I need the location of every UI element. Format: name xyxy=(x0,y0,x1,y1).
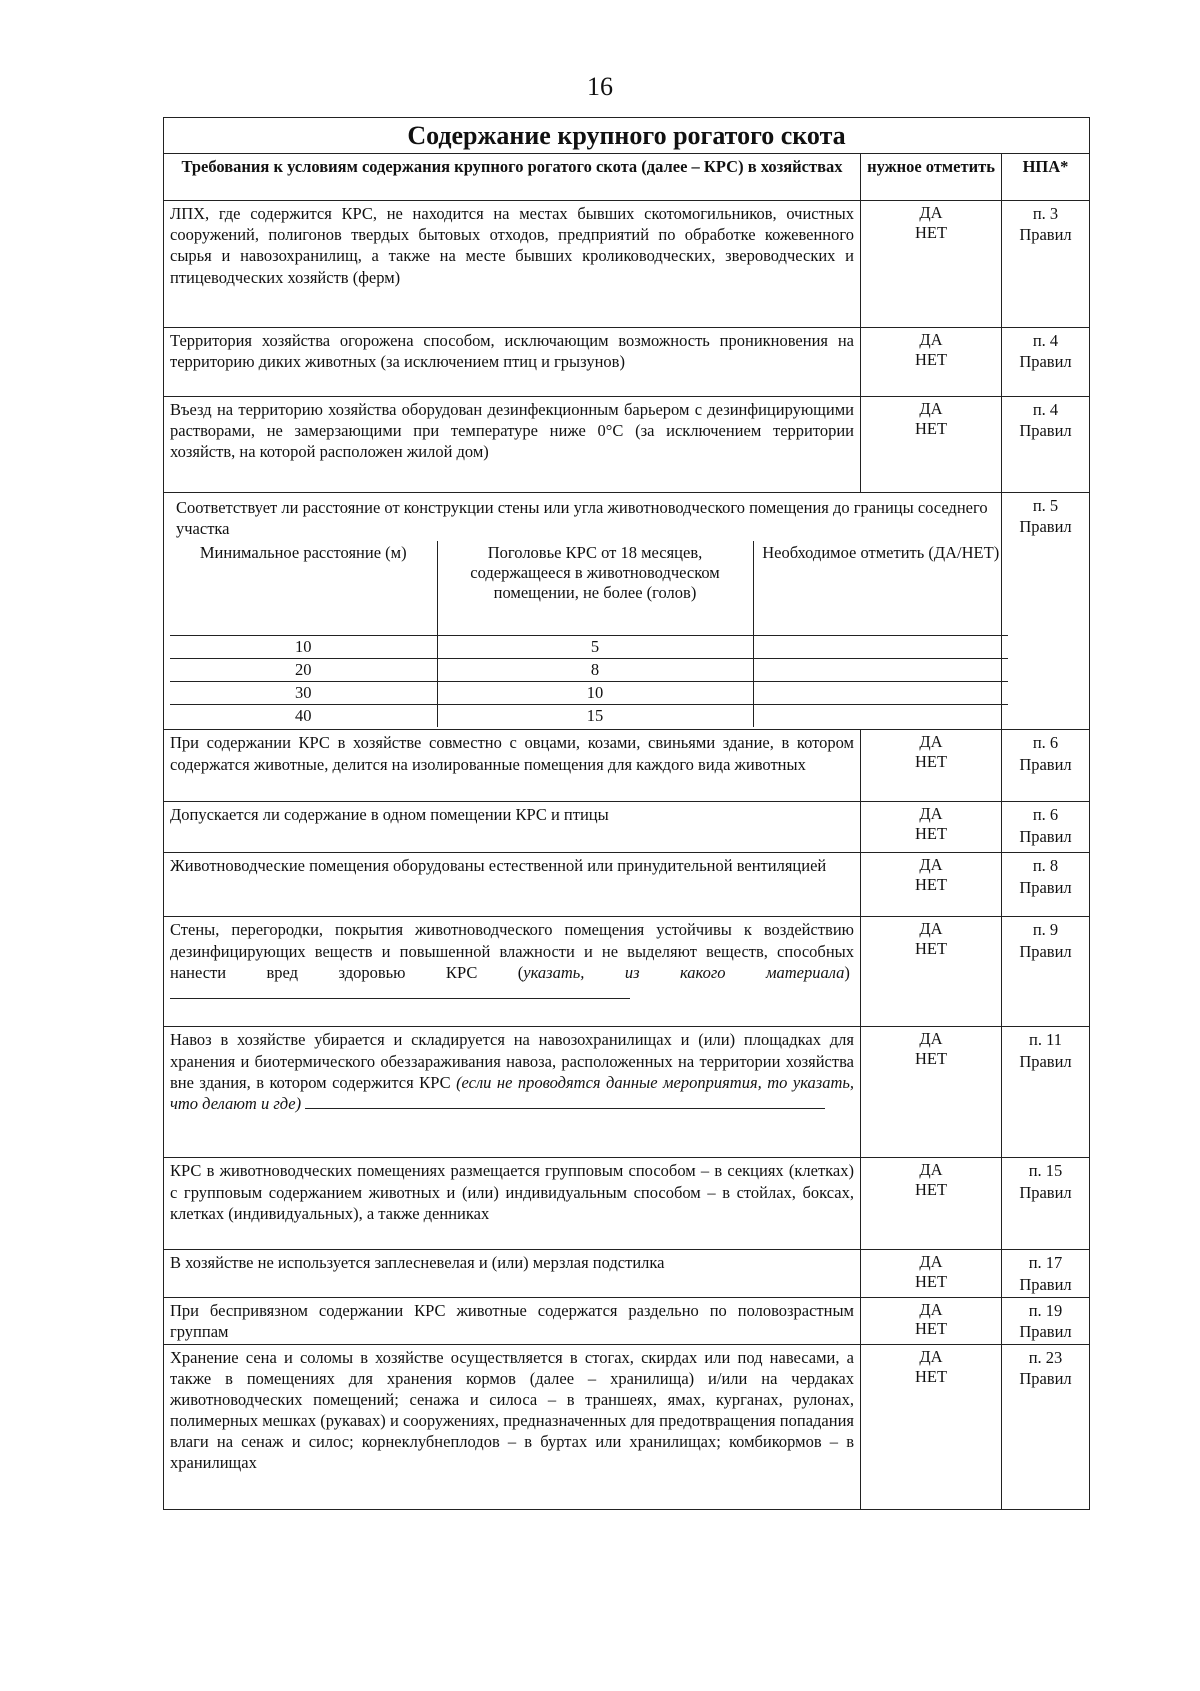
header-npa: НПА* xyxy=(1002,154,1090,201)
distance-mark-cell[interactable] xyxy=(753,704,1008,727)
distance-col-mark: Необходимое отметить (ДА/НЕТ) xyxy=(753,541,1008,635)
requirement-note: (если не проводятся данные мероприятия, то указать, что делают и где) xyxy=(170,1072,854,1113)
yes-no-mark[interactable] xyxy=(861,853,1002,917)
requirement-text: При беспривязном содержании КРС животные содержатся раздельно по половозрастным группам xyxy=(164,1297,861,1344)
npa-reference: п. 3 Правил xyxy=(1002,201,1090,328)
yes-no-mark[interactable] xyxy=(861,1297,1002,1344)
distance-value: 40 xyxy=(170,704,437,727)
no-option[interactable]: НЕТ xyxy=(914,418,948,438)
distance-table xyxy=(170,541,1008,727)
requirement-main-text: Стены, перегородки, покрытия животноводческого помещения устойчивы к воздействию дезинфицирующих веществ и повышенной влажности и не выделяют веществ, способных нанести вред здоровью КРС ( xyxy=(170,920,854,982)
heads-value: 5 xyxy=(437,635,753,658)
no-option[interactable]: НЕТ xyxy=(914,1366,948,1386)
yes-no-mark[interactable] xyxy=(861,1250,1002,1297)
distance-value: 20 xyxy=(170,658,437,681)
npa-reference: п. 15 Правил xyxy=(1002,1158,1090,1250)
yes-no-mark[interactable] xyxy=(861,201,1002,328)
no-option[interactable]: НЕТ xyxy=(914,752,948,772)
requirement-text: В хозяйстве не используется заплесневелая и (или) мерзлая подстилка xyxy=(164,1250,861,1297)
yes-no-mark[interactable] xyxy=(861,1027,1002,1158)
distance-value: 30 xyxy=(170,681,437,704)
requirement-text: Въезд на территорию хозяйства оборудован дезинфекционным барьером с дезинфицирующими растворами, не замерзающими при температуре ниже 0°С (за исключением территории хозяйств, на которой расположен жилой дом) xyxy=(164,397,861,493)
requirement-text: Территория хозяйства огорожена способом, исключающим возможность проникновения на территорию диких животных (за исключением птиц и грызунов) xyxy=(164,328,861,397)
table-row xyxy=(164,1158,1090,1250)
requirement-text: Животноводческие помещения оборудованы естественной или принудительной вентиляцией xyxy=(164,853,861,917)
requirement-text xyxy=(164,917,861,1027)
table-row xyxy=(164,917,1090,1027)
requirements-table xyxy=(163,117,1090,1510)
distance-question: Соответствует ли расстояние от конструкции стены или угла животноводческого помещения до границы соседнего участка xyxy=(176,498,988,539)
no-option[interactable]: НЕТ xyxy=(914,939,948,959)
yes-option[interactable]: ДА xyxy=(919,1160,943,1180)
yes-no-mark[interactable] xyxy=(861,397,1002,493)
npa-reference: п. 5 Правил xyxy=(1002,493,1090,730)
distance-col-min: Минимальное расстояние (м) xyxy=(170,541,437,635)
fill-in-line[interactable] xyxy=(170,997,630,999)
no-option[interactable]: НЕТ xyxy=(914,1049,948,1069)
yes-option[interactable]: ДА xyxy=(919,804,943,824)
requirement-text: ЛПХ, где содержится КРС, не находится на местах бывших скотомогильников, очистных сооружений, полигонов твердых бытовых отходов, предприятий по обработке кожевенного сырья и навозохранилищ, а также на месте бывших кролиководческих, звероводческих и птицеводческих хозяйств (ферм) xyxy=(164,201,861,328)
requirement-text: При содержании КРС в хозяйстве совместно с овцами, козами, свиньями здание, в котором содержатся животные, делится на изолированные помещения для каждого вида животных xyxy=(164,730,861,802)
requirement-text: Хранение сена и соломы в хозяйстве осуществляется в стогах, скирдах или под навесами, а также в помещениях для хранения кормов (далее – хранилища) и/или на чердаках животноводческих помещений; сенажа и силоса – в траншеях, ямах, курганах, рулонах, полимерных мешках (рукавах) и сооружениях, предназначенных для предотвращения попадания влаги на сенаж и силос; корнеклубнеплодов – в буртах или хранилищах; комбикормов – в хранилищах xyxy=(164,1344,861,1509)
yes-option[interactable]: ДА xyxy=(919,732,943,752)
yes-no-mark[interactable] xyxy=(861,730,1002,802)
table-row xyxy=(164,853,1090,917)
npa-reference: п. 6 Правил xyxy=(1002,730,1090,802)
no-option[interactable]: НЕТ xyxy=(914,875,948,895)
distance-data-row xyxy=(170,704,1008,727)
distance-header-row xyxy=(170,541,1008,635)
header-mark: нужное отметить xyxy=(861,154,1002,201)
distance-block xyxy=(164,493,1002,730)
header-requirement: Требования к условиям содержания крупного рогатого скота (далее – КРС) в хозяйствах xyxy=(164,154,861,201)
yes-option[interactable]: ДА xyxy=(919,919,943,939)
table-row xyxy=(164,201,1090,328)
yes-option[interactable]: ДА xyxy=(919,1029,943,1049)
yes-option[interactable]: ДА xyxy=(919,399,943,419)
npa-reference: п. 23 Правил xyxy=(1002,1344,1090,1509)
npa-reference: п. 19 Правил xyxy=(1002,1297,1090,1344)
distance-data-row xyxy=(170,635,1008,658)
yes-no-mark[interactable] xyxy=(861,917,1002,1027)
requirement-text xyxy=(164,1027,861,1158)
table-row xyxy=(164,730,1090,802)
yes-option[interactable]: ДА xyxy=(919,855,943,875)
npa-reference: п. 17 Правил xyxy=(1002,1250,1090,1297)
distance-mark-cell[interactable] xyxy=(753,635,1008,658)
requirement-close: ) xyxy=(844,962,850,982)
no-option[interactable]: НЕТ xyxy=(914,222,948,242)
no-option[interactable]: НЕТ xyxy=(914,1272,948,1292)
table-row xyxy=(164,397,1090,493)
npa-reference: п. 4 Правил xyxy=(1002,397,1090,493)
distance-mark-cell[interactable] xyxy=(753,658,1008,681)
yes-option[interactable]: ДА xyxy=(919,1346,943,1366)
table-row xyxy=(164,1344,1090,1509)
page-number: 16 xyxy=(587,72,613,101)
requirement-note: указать, из какого материала xyxy=(523,962,845,982)
npa-reference: п. 6 Правил xyxy=(1002,802,1090,853)
table-row xyxy=(164,802,1090,853)
no-option[interactable]: НЕТ xyxy=(914,1180,948,1200)
yes-option[interactable]: ДА xyxy=(919,203,943,223)
table-row xyxy=(164,1297,1090,1344)
header-row xyxy=(164,154,1090,201)
npa-reference: п. 4 Правил xyxy=(1002,328,1090,397)
table-title: Содержание крупного рогатого скота xyxy=(164,118,1090,154)
table-row xyxy=(164,1250,1090,1297)
npa-reference: п. 11 Правил xyxy=(1002,1027,1090,1158)
yes-option[interactable]: ДА xyxy=(919,1299,943,1319)
distance-data-row xyxy=(170,681,1008,704)
distance-value: 10 xyxy=(170,635,437,658)
table-row xyxy=(164,328,1090,397)
heads-value: 8 xyxy=(437,658,753,681)
yes-no-mark[interactable] xyxy=(861,1344,1002,1509)
no-option[interactable]: НЕТ xyxy=(914,824,948,844)
requirement-main-text: Навоз в хозяйстве убирается и складируется на навозохранилищах и (или) площадках для хранения и биотермического обеззараживания навоза, расположенных на территории хозяйства вне здания, в котором содержится КРС xyxy=(170,1030,854,1092)
yes-option[interactable]: ДА xyxy=(919,330,943,350)
yes-no-mark[interactable] xyxy=(861,1158,1002,1250)
no-option[interactable]: НЕТ xyxy=(914,1319,948,1339)
heads-value: 10 xyxy=(437,681,753,704)
no-option[interactable]: НЕТ xyxy=(914,349,948,369)
table-row xyxy=(164,1027,1090,1158)
requirement-text: Допускается ли содержание в одном помещении КРС и птицы xyxy=(164,802,861,853)
requirement-text: КРС в животноводческих помещениях размещается групповым способом – в секциях (клетках) с групповым содержанием животных и (или) индивидуальным способом – в стойлах, боксах, клетках (индивидуальных), а также денниках xyxy=(164,1158,861,1250)
npa-reference: п. 9 Правил xyxy=(1002,917,1090,1027)
npa-reference: п. 8 Правил xyxy=(1002,853,1090,917)
title-row xyxy=(164,118,1090,154)
yes-option[interactable]: ДА xyxy=(919,1252,943,1272)
distance-col-heads: Поголовье КРС от 18 месяцев, содержащееся в животноводческом помещении, не более (голов) xyxy=(437,541,753,635)
distance-row xyxy=(164,493,1090,730)
heads-value: 15 xyxy=(437,704,753,727)
distance-mark-cell[interactable] xyxy=(753,681,1008,704)
distance-data-row xyxy=(170,658,1008,681)
yes-no-mark[interactable] xyxy=(861,328,1002,397)
yes-no-mark[interactable] xyxy=(861,802,1002,853)
fill-in-line[interactable] xyxy=(305,1107,825,1109)
